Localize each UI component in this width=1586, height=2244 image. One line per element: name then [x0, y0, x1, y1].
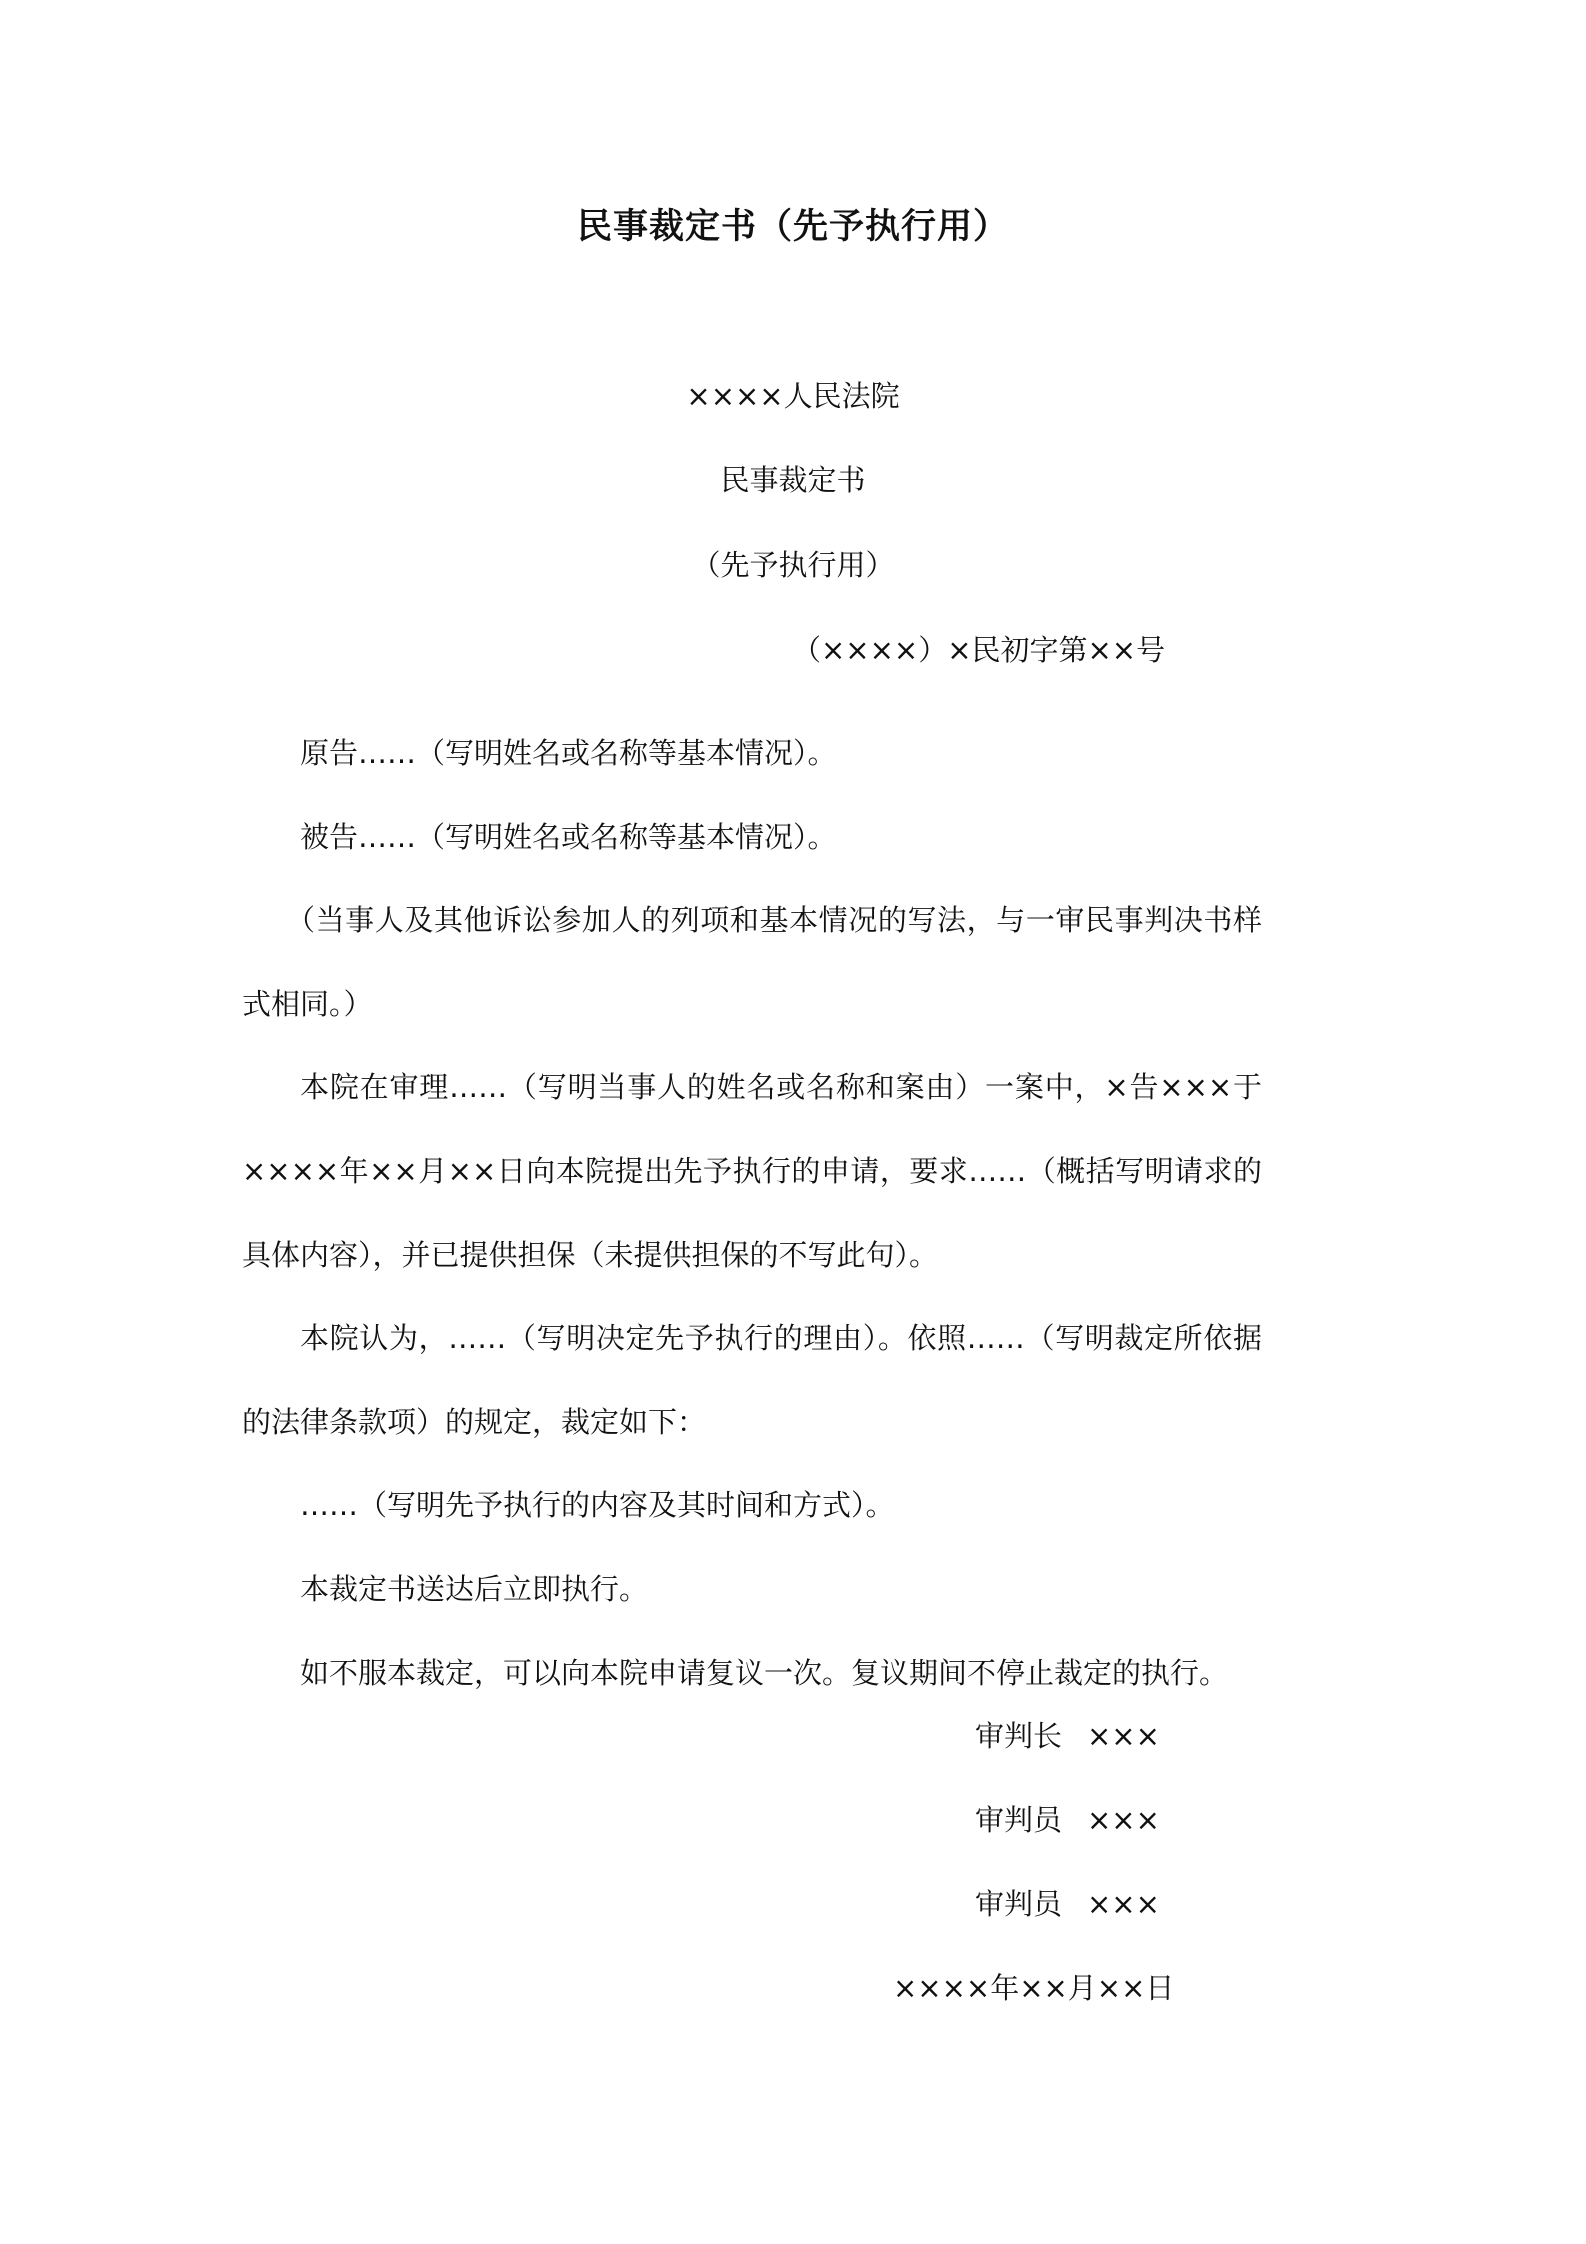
doc-type: 民事裁定书: [720, 463, 866, 497]
court-name: ××××人民法院: [686, 379, 900, 413]
signature-judge-1: [975, 1800, 1160, 1840]
paragraph-defendant: 被告……（写明姓名或名称等基本情况）。: [300, 819, 837, 854]
signature-role: 审判长: [975, 1719, 1063, 1753]
document-body: [242, 712, 1262, 1715]
paragraph-reasoning: 本院认为，……（写明决定先予执行的理由）。依照……（写明裁定所依据的法律条款项）的规定，裁定如下：: [242, 1321, 1262, 1439]
paragraph-application: 本院在审理……（写明当事人的姓名或名称和案由）一案中，×告×××于××××年××月××日向本院提出先予执行的申请，要求……（概括写明请求的具体内容），并已提供担保（未提供担保的不写此句）。: [242, 1070, 1262, 1272]
signature-role: 审判员: [975, 1803, 1063, 1837]
document-date: ××××年××月××日: [893, 1971, 1175, 2005]
case-number: （××××）×民初字第××号: [792, 633, 1166, 667]
paragraph-plaintiff: 原告……（写明姓名或名称等基本情况）。: [300, 736, 837, 770]
signature-role: 审判员: [975, 1887, 1063, 1921]
signature-name: ×××: [1087, 1887, 1160, 1921]
signature-chief-judge: [975, 1716, 1160, 1756]
signature-judge-2: [975, 1884, 1160, 1924]
paragraph-execution: 本裁定书送达后立即执行。: [300, 1571, 649, 1606]
paragraph-parties-note: （当事人及其他诉讼参加人的列项和基本情况的写法，与一审民事判决书样式相同。）: [242, 903, 1262, 1021]
document-title: 民事裁定书（先予执行用）: [576, 207, 1009, 247]
signature-name: ×××: [1087, 1719, 1160, 1753]
signature-name: ×××: [1087, 1803, 1160, 1837]
paragraph-ruling: ……（写明先予执行的内容及其时间和方式）。: [300, 1488, 895, 1523]
doc-subtype: （先予执行用）: [691, 548, 895, 582]
paragraph-appeal: 如不服本裁定，可以向本院申请复议一次。复议期间不停止裁定的执行。: [300, 1655, 1229, 1690]
